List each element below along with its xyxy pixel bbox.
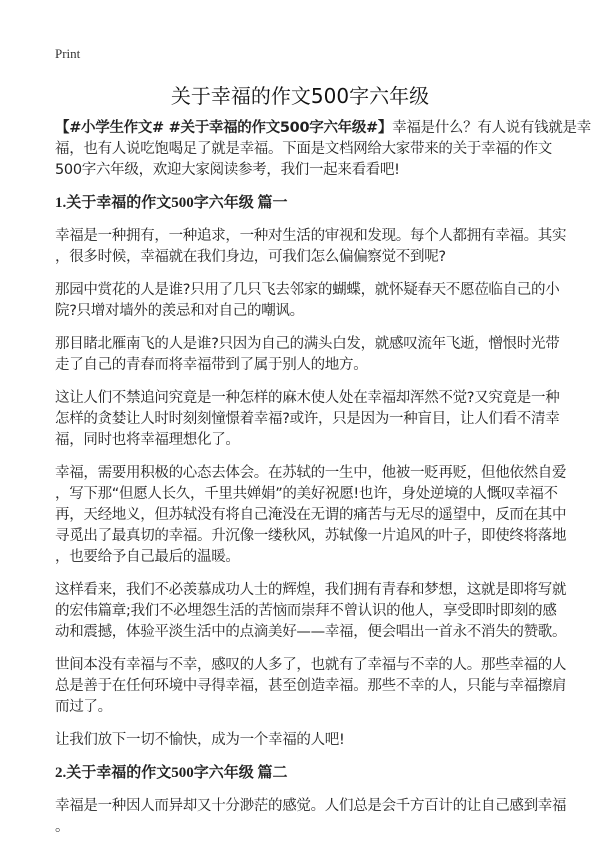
text-line: 动和震撼，体验平淡生活中的点滴美好——幸福，便会唱出一首永不消失的赞歌。 <box>55 624 567 640</box>
text-line: 幸福是一种拥有，一种追求，一种对生活的审视和发现。每个人都拥有幸福。其实 <box>55 228 567 244</box>
text-line: 这让人们不禁追问究竟是一种怎样的麻木使人处在幸福却浑然不觉?又究竟是一种 <box>55 390 560 406</box>
paragraph <box>55 388 575 451</box>
text-line: ，写下那“但愿人长久，千里共婵娟”的美好祝愿!也许，身处逆境的人慨叹幸福不 <box>55 486 558 502</box>
text-line: 而过了。 <box>55 699 112 715</box>
intro-paragraph: 【#小学生作文# #关于幸福的作文500字六年级#】幸福是什么？有人说有钱就是幸 福，也有人说吃饱喝足了就是幸福。下面是文档网给大家带来的关于幸福的作文 500字六年级，欢迎大家阅读参考，我们一起来看看吧! <box>55 120 591 178</box>
text-line: 的宏伟篇章;我们不必埋怨生活的苦恼而崇拜不曾认识的他人，享受即时即刻的感 <box>55 603 557 619</box>
page-title: 关于幸福的作文500字六年级 <box>170 84 430 108</box>
paragraph <box>55 463 575 568</box>
text-line: 幸福是一种因人而异却又十分渺茫的感觉。人们总是会千方百计的让自己感到幸福 <box>55 798 567 814</box>
text-line: 让我们放下一切不愉快，成为一个幸福的人吧! <box>55 732 345 748</box>
paragraph <box>55 796 575 838</box>
text-line: 幸福，需要用积极的心态去体会。在苏轼的一生中，他被一贬再贬，但他依然自爱 <box>55 465 567 481</box>
text-line: 寻觅出了最真切的幸福。升沉像一缕秋风，苏轼像一片追风的叶子，即使终将落地 <box>55 528 567 544</box>
print-link[interactable]: Print <box>55 46 81 61</box>
text-line: 这样看来，我们不必羡慕成功人士的辉煌，我们拥有青春和梦想，这就是即将写就 <box>55 582 567 598</box>
text-line: 总是善于在任何环境中寻得幸福，甚至创造幸福。那些不幸的人，只能与幸福擦肩 <box>55 678 567 694</box>
text-line: 福，同时也将幸福理想化了。 <box>55 432 240 448</box>
text-line: ，很多时候，幸福就在我们身边，可我们怎么偏偏察觉不到呢? <box>55 249 446 265</box>
text-line: 再，天经地义，但苏轼没有将自己淹没在无谓的痛苦与无尽的遥望中，反而在其中 <box>55 507 567 523</box>
paragraph <box>55 580 575 643</box>
text-line: 怎样的贪婪让人时时刻刻憧憬着幸福?或许，只是因为一种盲目，让人们看不清幸 <box>55 411 560 427</box>
paragraph <box>55 730 575 751</box>
intro-tag: 【#小学生作文# #关于幸福的作文500字六年级#】 <box>55 120 393 136</box>
section-heading: 1.关于幸福的作文500字六年级 篇一 <box>55 195 288 211</box>
paragraph <box>55 280 575 322</box>
paragraph <box>55 226 575 268</box>
text-line: 那园中赏花的人是谁?只用了几只飞去邻家的蝴蝶，就怀疑春天不愿莅临自己的小 <box>55 282 560 298</box>
text-line: ，也要给予自己最后的温暖。 <box>55 549 240 565</box>
paragraph <box>55 655 575 718</box>
text-line: 走了自己的青春而将幸福带到了属于别人的地方。 <box>55 357 368 373</box>
text-line: 。 <box>55 819 70 835</box>
text-line: 世间本没有幸福与不幸，感叹的人多了，也就有了幸福与不幸的人。那些幸福的人 <box>55 657 567 673</box>
paragraph <box>55 334 575 376</box>
sections <box>55 193 575 838</box>
text-line: 院?只增对墙外的羡忌和对自己的嘲讽。 <box>55 303 304 319</box>
document-body <box>55 118 591 850</box>
text-line: 那目睹北雁南飞的人是谁?只因为自己的满头白发，就感叹流年飞逝，憎恨时光带 <box>55 336 560 352</box>
section-heading: 2.关于幸福的作文500字六年级 篇二 <box>55 765 288 781</box>
